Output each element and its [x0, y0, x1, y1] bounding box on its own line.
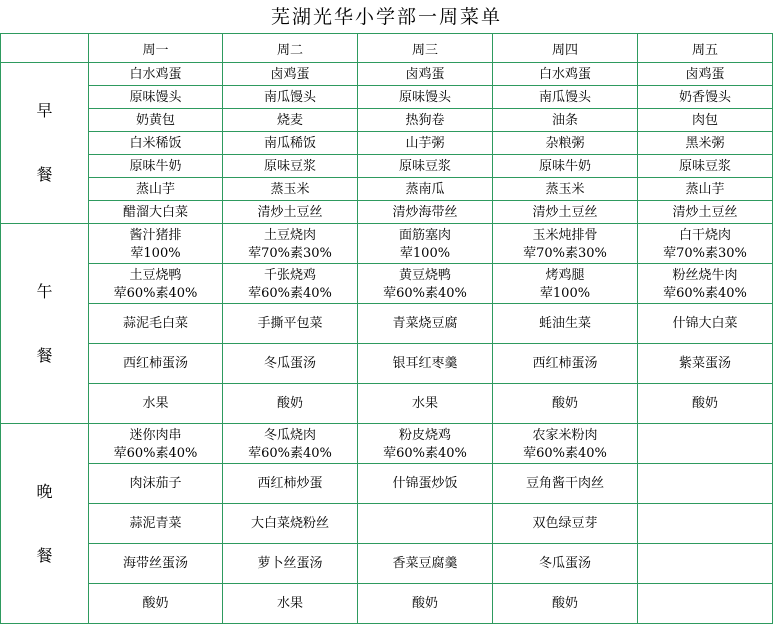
menu-cell — [493, 504, 638, 544]
menu-cell — [223, 86, 358, 109]
dish-name: 白干烧肉 — [678, 227, 731, 243]
menu-cell — [638, 86, 773, 109]
dish-name: 白水鸡蛋 — [538, 66, 591, 82]
dish-name: 白水鸡蛋 — [129, 66, 182, 82]
menu-cell — [638, 584, 773, 624]
day-label: 周一 — [142, 42, 169, 58]
dish-name: 奶香馒头 — [678, 89, 731, 105]
menu-cell — [493, 424, 638, 464]
menu-cell — [358, 424, 493, 464]
menu-cell — [638, 201, 773, 224]
menu-cell — [358, 155, 493, 178]
menu-cell — [89, 464, 223, 504]
dish-name: 酸奶 — [691, 396, 718, 411]
menu-cell — [638, 304, 773, 344]
dish-name: 千张烧鸡 — [263, 267, 316, 283]
dinner-row — [1, 584, 773, 624]
breakfast-label — [1, 79, 88, 207]
menu-cell — [223, 384, 358, 424]
menu-cell — [493, 109, 638, 132]
menu-cell — [89, 178, 223, 201]
menu-cell — [223, 584, 358, 624]
menu-cell — [89, 86, 223, 109]
lunch-row — [1, 224, 773, 264]
dish-name: 什锦蛋炒饭 — [392, 476, 458, 491]
menu-cell — [638, 63, 773, 86]
dish-name: 蒸山芋 — [685, 181, 725, 197]
dish-name: 水果 — [142, 396, 169, 411]
menu-cell — [358, 201, 493, 224]
dinner-label-cell — [1, 424, 89, 624]
dish-name: 冬瓜烧肉 — [263, 427, 316, 443]
dish-name: 土豆烧肉 — [263, 227, 316, 243]
breakfast-label-char: 早 — [36, 101, 53, 120]
dish-name: 粉丝烧牛肉 — [672, 267, 738, 283]
dish-name: 原味豆浆 — [263, 158, 316, 174]
menu-cell — [223, 178, 358, 201]
dish-name: 西红柿炒蛋 — [257, 476, 323, 491]
menu-cell — [223, 424, 358, 464]
dish-name: 酸奶 — [551, 596, 578, 611]
menu-cell — [493, 63, 638, 86]
menu-cell — [638, 384, 773, 424]
day-header-2 — [223, 34, 358, 63]
dish-name: 酸奶 — [411, 596, 438, 611]
ratio-note: 荤60%素40% — [248, 285, 332, 301]
dish-name: 冬瓜蛋汤 — [538, 556, 591, 571]
menu-cell — [638, 155, 773, 178]
breakfast-row — [1, 155, 773, 178]
dish-name: 酸奶 — [551, 396, 578, 411]
ratio-note: 荤70%素30% — [248, 245, 332, 261]
dish-name: 手撕平包菜 — [257, 316, 323, 331]
menu-cell — [493, 201, 638, 224]
dish-name: 什锦大白菜 — [672, 316, 738, 331]
dish-name: 卤鸡蛋 — [270, 66, 310, 82]
dinner-label — [1, 460, 88, 588]
ratio-note: 荤70%素30% — [663, 245, 747, 261]
lunch-label-cell — [1, 224, 89, 424]
dish-name: 迷你肉串 — [129, 427, 182, 443]
dish-name: 粉皮烧鸡 — [398, 427, 451, 443]
dish-name: 蚝油生菜 — [538, 316, 591, 331]
dinner-label-char: 餐 — [36, 545, 53, 565]
menu-cell — [638, 464, 773, 504]
menu-cell — [358, 63, 493, 86]
dish-name: 酸奶 — [276, 396, 303, 411]
dish-name: 黑米粥 — [685, 135, 725, 151]
menu-cell — [223, 201, 358, 224]
dish-name: 原味馒头 — [398, 89, 451, 105]
day-label: 周五 — [691, 42, 718, 58]
dish-name: 肉包 — [691, 112, 718, 128]
dish-name: 醋溜大白菜 — [122, 204, 188, 220]
dish-name: 西红柿蛋汤 — [532, 356, 598, 371]
ratio-note: 荤70%素30% — [523, 245, 607, 261]
dish-name: 紫菜蛋汤 — [678, 356, 731, 371]
dish-name: 冬瓜蛋汤 — [263, 356, 316, 371]
lunch-row — [1, 264, 773, 304]
menu-cell — [223, 264, 358, 304]
menu-cell — [493, 304, 638, 344]
dish-name: 蒜泥毛白菜 — [122, 316, 188, 331]
dish-name: 银耳红枣羹 — [392, 356, 458, 371]
ratio-note: 荤60%素40% — [663, 285, 747, 301]
dish-name: 奶黄包 — [135, 112, 175, 128]
ratio-note: 荤60%素40% — [383, 285, 467, 301]
dish-name: 蒸山芋 — [135, 181, 175, 197]
menu-cell — [638, 132, 773, 155]
lunch-row — [1, 384, 773, 424]
day-header-4 — [493, 34, 638, 63]
menu-cell — [89, 132, 223, 155]
menu-cell — [358, 544, 493, 584]
dish-name: 山芋粥 — [405, 135, 445, 151]
dish-name: 白米稀饭 — [129, 135, 182, 151]
ratio-note: 荤60%素40% — [383, 445, 467, 461]
dish-name: 南瓜稀饭 — [263, 135, 316, 151]
dish-name: 清炒土豆丝 — [257, 204, 323, 220]
menu-cell — [223, 304, 358, 344]
dish-name: 热狗卷 — [405, 112, 445, 128]
menu-cell — [493, 344, 638, 384]
menu-cell — [89, 109, 223, 132]
menu-cell — [638, 109, 773, 132]
menu-cell — [358, 384, 493, 424]
dish-name: 原味豆浆 — [398, 158, 451, 174]
menu-cell — [223, 504, 358, 544]
day-label: 周四 — [551, 42, 578, 58]
menu-cell — [223, 155, 358, 178]
dish-name: 面筋塞肉 — [398, 227, 451, 243]
dish-name: 清炒海带丝 — [392, 204, 458, 220]
menu-cell — [223, 109, 358, 132]
dish-name: 海带丝蛋汤 — [122, 556, 188, 571]
corner-cell — [1, 34, 89, 63]
dish-name: 原味馒头 — [129, 89, 182, 105]
menu-cell — [638, 264, 773, 304]
day-header-3 — [358, 34, 493, 63]
menu-cell — [493, 584, 638, 624]
menu-cell — [223, 63, 358, 86]
ratio-note: 荤60%素40% — [523, 445, 607, 461]
menu-cell — [89, 424, 223, 464]
day-header-1 — [89, 34, 223, 63]
menu-cell — [89, 344, 223, 384]
dish-name: 油条 — [551, 112, 578, 128]
menu-cell — [89, 224, 223, 264]
menu-cell — [358, 504, 493, 544]
dish-name: 杂粮粥 — [545, 135, 585, 151]
menu-cell — [493, 178, 638, 201]
menu-cell — [223, 224, 358, 264]
lunch-row — [1, 344, 773, 384]
dish-name: 大白菜烧粉丝 — [250, 516, 329, 531]
dish-name: 清炒土豆丝 — [672, 204, 738, 220]
menu-cell — [358, 304, 493, 344]
menu-cell — [223, 464, 358, 504]
dish-name: 原味牛奶 — [538, 158, 591, 174]
breakfast-row — [1, 109, 773, 132]
menu-cell — [493, 264, 638, 304]
menu-cell — [493, 224, 638, 264]
menu-cell — [493, 544, 638, 584]
ratio-note: 荤100% — [399, 245, 451, 261]
dish-name: 原味豆浆 — [678, 158, 731, 174]
ratio-note: 荤100% — [130, 245, 181, 261]
dish-name: 酱汁猪排 — [129, 227, 182, 243]
dish-name: 黄豆烧鸭 — [398, 267, 451, 283]
dish-name: 酸奶 — [142, 596, 169, 611]
menu-cell — [358, 132, 493, 155]
dinner-row — [1, 424, 773, 464]
dish-name: 卤鸡蛋 — [405, 66, 445, 82]
dish-name: 蒜泥青菜 — [129, 516, 182, 531]
menu-cell — [493, 384, 638, 424]
dish-name: 清炒土豆丝 — [532, 204, 598, 220]
menu-cell — [638, 544, 773, 584]
lunch-label — [1, 260, 88, 388]
menu-cell — [358, 224, 493, 264]
dinner-label-char: 晚 — [36, 481, 53, 501]
breakfast-row — [1, 86, 773, 109]
menu-cell — [358, 344, 493, 384]
menu-cell — [358, 178, 493, 201]
dish-name: 南瓜馒头 — [263, 89, 316, 105]
menu-table — [0, 33, 773, 624]
dish-name: 卤鸡蛋 — [685, 66, 725, 82]
menu-cell — [358, 584, 493, 624]
dinner-row — [1, 504, 773, 544]
menu-cell — [358, 86, 493, 109]
breakfast-row — [1, 63, 773, 86]
day-label: 周二 — [276, 42, 303, 58]
menu-cell — [89, 504, 223, 544]
lunch-row — [1, 304, 773, 344]
menu-cell — [223, 544, 358, 584]
menu-cell — [89, 584, 223, 624]
menu-cell — [89, 264, 223, 304]
dish-name: 水果 — [411, 396, 438, 411]
menu-cell — [493, 464, 638, 504]
menu-cell — [493, 132, 638, 155]
dish-name: 原味牛奶 — [129, 158, 182, 174]
menu-cell — [638, 424, 773, 464]
dinner-row — [1, 464, 773, 504]
dish-name: 萝卜丝蛋汤 — [257, 556, 323, 571]
lunch-label-char: 午 — [36, 281, 53, 301]
dish-name: 水果 — [276, 596, 303, 611]
menu-cell — [638, 344, 773, 384]
breakfast-label-cell — [1, 63, 89, 224]
menu-title: 芜湖光华小学部一周菜单 — [270, 6, 502, 28]
dish-name: 双色绿豆芽 — [532, 516, 598, 531]
dish-name: 烧麦 — [276, 112, 303, 128]
dish-name: 农家米粉肉 — [532, 427, 598, 443]
ratio-note: 荤60%素40% — [248, 445, 332, 461]
day-header-row — [1, 34, 773, 63]
menu-cell — [493, 155, 638, 178]
menu-cell — [638, 224, 773, 264]
ratio-note: 荤60%素40% — [113, 285, 198, 301]
breakfast-row — [1, 178, 773, 201]
dish-name: 南瓜馒头 — [538, 89, 591, 105]
dish-name: 蒸玉米 — [545, 181, 585, 197]
dish-name: 土豆烧鸭 — [129, 267, 182, 283]
menu-cell — [89, 544, 223, 584]
menu-cell — [223, 344, 358, 384]
menu-cell — [89, 155, 223, 178]
menu-cell — [89, 304, 223, 344]
dish-name: 肉沫茄子 — [129, 476, 182, 491]
menu-cell — [89, 63, 223, 86]
dish-name: 西红柿蛋汤 — [122, 356, 188, 371]
dish-name: 蒸玉米 — [270, 181, 310, 197]
day-label: 周三 — [411, 42, 438, 58]
menu-cell — [358, 264, 493, 304]
menu-cell — [223, 132, 358, 155]
menu-cell — [358, 109, 493, 132]
menu-cell — [638, 178, 773, 201]
ratio-note: 荤60%素40% — [113, 445, 198, 461]
menu-cell — [358, 464, 493, 504]
day-header-5 — [638, 34, 773, 63]
dish-name: 香菜豆腐羹 — [392, 556, 458, 571]
menu-cell — [638, 504, 773, 544]
lunch-label-char: 餐 — [36, 345, 53, 365]
breakfast-row — [1, 201, 773, 224]
breakfast-label-char: 餐 — [36, 165, 53, 184]
dish-name: 玉米炖排骨 — [532, 227, 598, 243]
dish-name: 豆角酱干肉丝 — [525, 476, 604, 491]
dish-name: 烤鸡腿 — [545, 267, 585, 283]
dish-name: 青菜烧豆腐 — [392, 316, 458, 331]
menu-cell — [493, 86, 638, 109]
menu-cell — [89, 201, 223, 224]
menu-cell — [89, 384, 223, 424]
ratio-note: 荤100% — [539, 285, 591, 301]
dish-name: 蒸南瓜 — [405, 181, 445, 197]
breakfast-row — [1, 132, 773, 155]
dinner-row — [1, 544, 773, 584]
